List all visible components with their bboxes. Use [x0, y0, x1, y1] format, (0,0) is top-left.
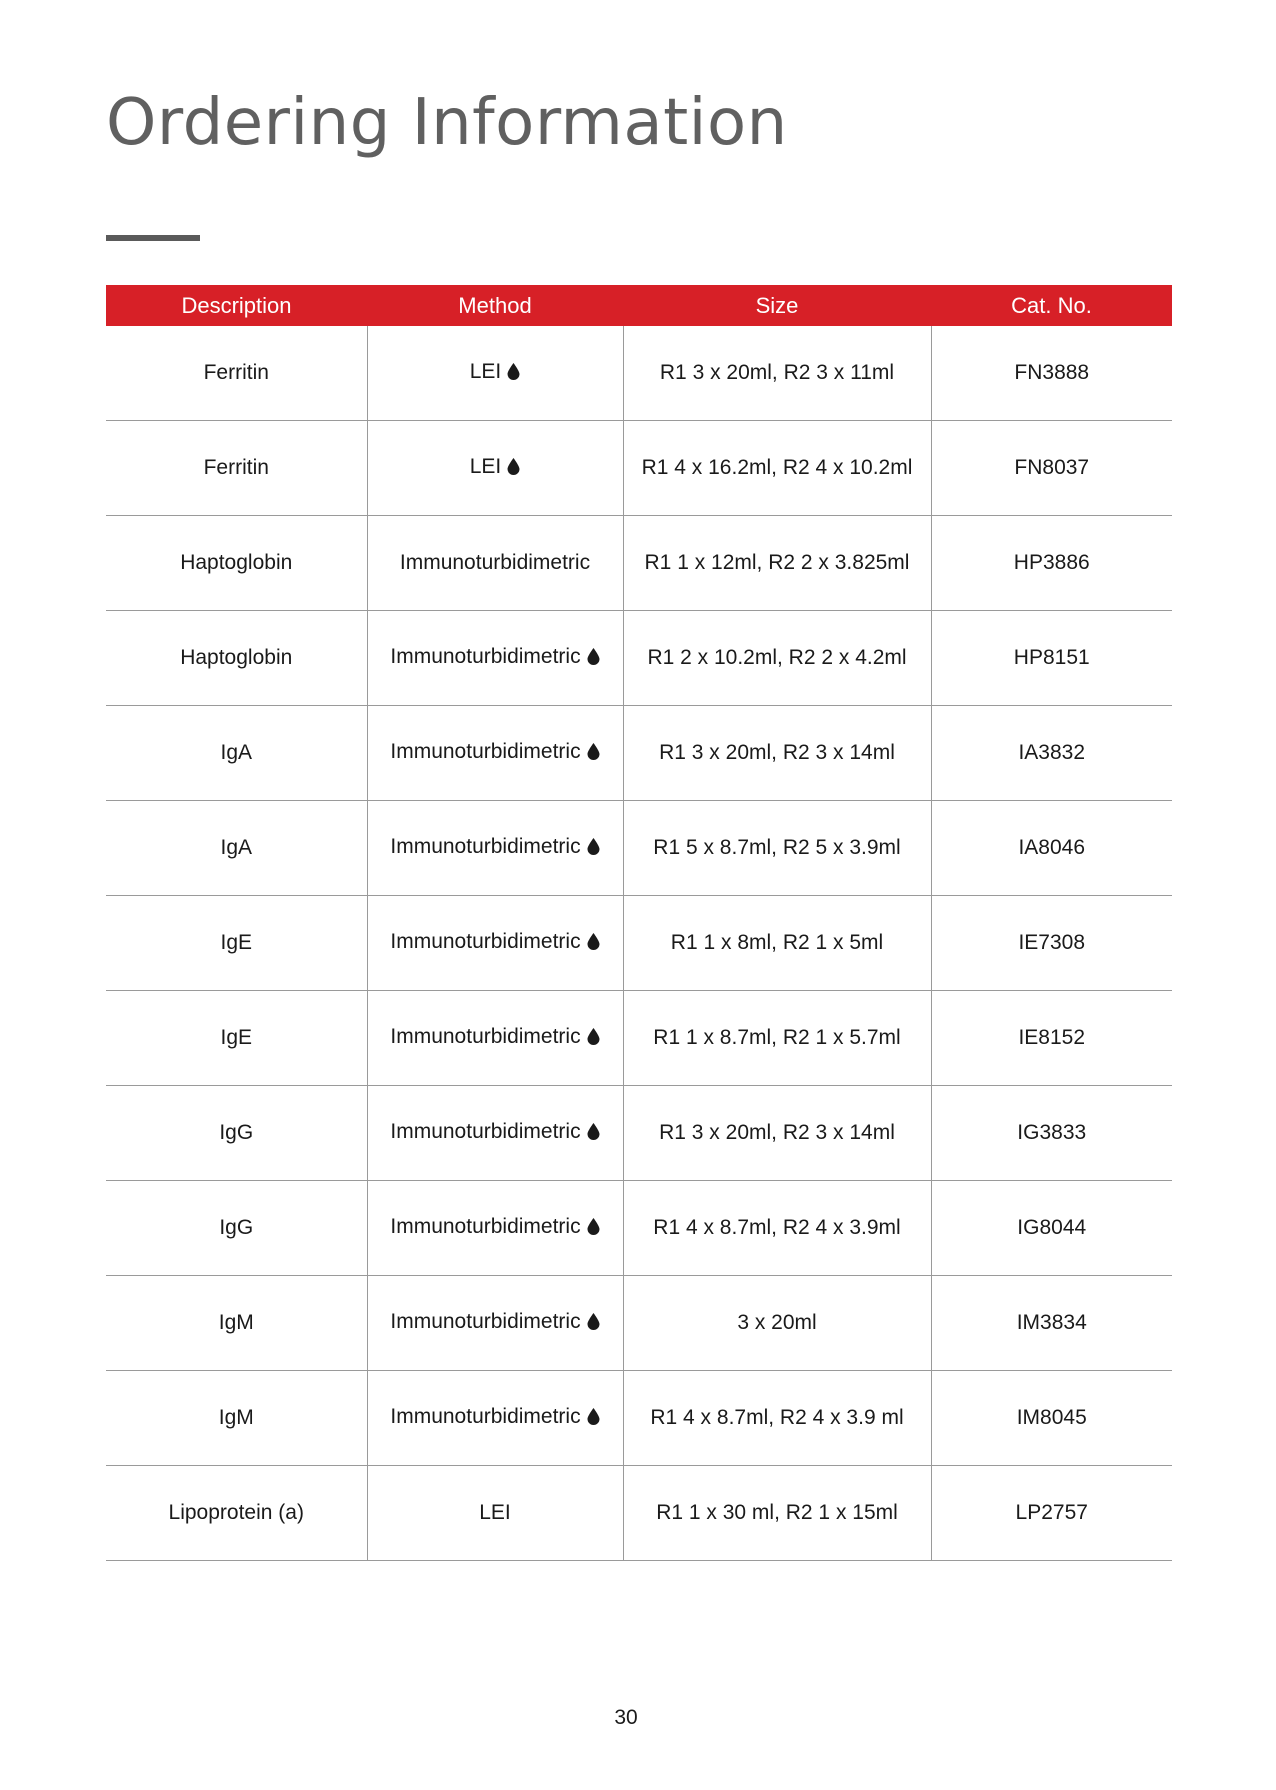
- cell-description: [106, 326, 367, 421]
- size-text: R1 3 x 20ml, R2 3 x 14ml: [659, 1121, 895, 1144]
- drop-icon: [587, 1407, 600, 1431]
- drop-icon: [587, 837, 600, 861]
- drop-icon: [587, 647, 600, 671]
- method-text: LEI: [469, 455, 502, 478]
- method-text: Immunoturbidimetric: [390, 645, 581, 668]
- size-text: R1 4 x 8.7ml, R2 4 x 3.9 ml: [650, 1406, 904, 1429]
- cell-method: [367, 1181, 623, 1276]
- header-method: Method: [367, 285, 623, 326]
- cell-size: [623, 991, 931, 1086]
- cat-no-text: FN8037: [1014, 456, 1090, 479]
- cell-method: [367, 991, 623, 1086]
- description-text: Haptoglobin: [180, 551, 293, 574]
- drop-icon: [507, 362, 520, 386]
- cell-cat-no: [931, 1181, 1172, 1276]
- cat-no-text: IG3833: [1017, 1121, 1087, 1144]
- cell-cat-no: [931, 991, 1172, 1086]
- cat-no-text: IA8046: [1018, 836, 1086, 859]
- table-row: [106, 896, 1172, 991]
- cell-size: [623, 1086, 931, 1181]
- cell-cat-no: [931, 326, 1172, 421]
- cell-description: [106, 1466, 367, 1561]
- cell-size: [623, 421, 931, 516]
- description-text: IgE: [220, 1026, 253, 1049]
- description-text: Lipoprotein (a): [168, 1501, 304, 1524]
- cell-method: [367, 516, 623, 611]
- cat-no-text: IM3834: [1016, 1311, 1087, 1334]
- cat-no-text: IE8152: [1018, 1026, 1086, 1049]
- description-text: Haptoglobin: [180, 646, 293, 669]
- cell-method: [367, 1086, 623, 1181]
- cat-no-text: LP2757: [1015, 1501, 1088, 1524]
- cat-no-text: IA3832: [1018, 741, 1086, 764]
- method-text: Immunoturbidimetric: [390, 835, 581, 858]
- cell-size: [623, 706, 931, 801]
- cell-size: [623, 1276, 931, 1371]
- cell-method: [367, 1466, 623, 1561]
- cell-size: [623, 801, 931, 896]
- size-text: R1 3 x 20ml, R2 3 x 14ml: [659, 741, 895, 764]
- size-text: R1 5 x 8.7ml, R2 5 x 3.9ml: [653, 836, 901, 859]
- cell-size: [623, 896, 931, 991]
- size-text: R1 4 x 8.7ml, R2 4 x 3.9ml: [653, 1216, 901, 1239]
- ordering-table: [106, 285, 1172, 1561]
- cell-method: [367, 421, 623, 516]
- drop-icon: [587, 1027, 600, 1051]
- table-header-row: [106, 285, 1172, 326]
- cell-cat-no: [931, 1371, 1172, 1466]
- description-text: IgM: [218, 1311, 254, 1334]
- cat-no-text: HP3886: [1013, 551, 1090, 574]
- size-text: R1 2 x 10.2ml, R2 2 x 4.2ml: [647, 646, 907, 669]
- size-text: R1 1 x 8ml, R2 1 x 5ml: [670, 931, 884, 954]
- cell-description: [106, 706, 367, 801]
- cat-no-text: IM8045: [1016, 1406, 1087, 1429]
- method-text: LEI: [469, 360, 502, 383]
- cell-cat-no: [931, 706, 1172, 801]
- size-text: R1 4 x 16.2ml, R2 4 x 10.2ml: [641, 456, 913, 479]
- cell-description: [106, 421, 367, 516]
- cell-method: [367, 896, 623, 991]
- description-text: IgA: [220, 741, 253, 764]
- cell-method: [367, 1371, 623, 1466]
- cat-no-text: HP8151: [1013, 646, 1090, 669]
- size-text: R1 1 x 30 ml, R2 1 x 15ml: [656, 1501, 898, 1524]
- cell-cat-no: [931, 1086, 1172, 1181]
- header-cat-no: Cat. No.: [931, 285, 1172, 326]
- drop-icon: [587, 742, 600, 766]
- cell-method: [367, 611, 623, 706]
- title-underline: [106, 235, 200, 241]
- cell-cat-no: [931, 801, 1172, 896]
- description-text: IgG: [219, 1121, 254, 1144]
- cell-cat-no: [931, 1276, 1172, 1371]
- cell-size: [623, 1466, 931, 1561]
- cat-no-text: FN3888: [1014, 361, 1090, 384]
- cell-cat-no: [931, 611, 1172, 706]
- cell-description: [106, 1086, 367, 1181]
- drop-icon: [587, 932, 600, 956]
- table-row: [106, 1371, 1172, 1466]
- cell-description: [106, 1276, 367, 1371]
- cell-method: [367, 706, 623, 801]
- method-text: LEI: [479, 1501, 511, 1524]
- cell-method: [367, 326, 623, 421]
- page-number: 30: [614, 1706, 638, 1729]
- cell-cat-no: [931, 421, 1172, 516]
- description-text: IgA: [220, 836, 253, 859]
- table-row: [106, 801, 1172, 896]
- description-text: IgM: [218, 1406, 254, 1429]
- header-description: Description: [106, 285, 367, 326]
- cell-method: [367, 1276, 623, 1371]
- drop-icon: [587, 1217, 600, 1241]
- cell-description: [106, 896, 367, 991]
- description-text: Ferritin: [203, 456, 269, 479]
- cell-size: [623, 516, 931, 611]
- cell-size: [623, 611, 931, 706]
- cell-description: [106, 611, 367, 706]
- method-text: Immunoturbidimetric: [390, 1310, 581, 1333]
- cell-description: [106, 516, 367, 611]
- size-text: R1 1 x 8.7ml, R2 1 x 5.7ml: [653, 1026, 901, 1049]
- method-text: Immunoturbidimetric: [390, 740, 581, 763]
- cell-method: [367, 801, 623, 896]
- method-text: Immunoturbidimetric: [390, 1215, 581, 1238]
- method-text: Immunoturbidimetric: [390, 930, 581, 953]
- header-size: Size: [623, 285, 931, 326]
- drop-icon: [507, 457, 520, 481]
- cell-size: [623, 1181, 931, 1276]
- cell-size: [623, 326, 931, 421]
- cell-size: [623, 1371, 931, 1466]
- cat-no-text: IG8044: [1017, 1216, 1087, 1239]
- description-text: Ferritin: [203, 361, 269, 384]
- table-row: [106, 1181, 1172, 1276]
- cell-description: [106, 991, 367, 1086]
- cell-description: [106, 801, 367, 896]
- page-title: Ordering Information: [106, 86, 788, 160]
- description-text: IgE: [220, 931, 253, 954]
- table-row: [106, 706, 1172, 801]
- size-text: 3 x 20ml: [737, 1311, 817, 1334]
- drop-icon: [587, 1312, 600, 1336]
- cell-cat-no: [931, 1466, 1172, 1561]
- table-row: [106, 1276, 1172, 1371]
- method-text: Immunoturbidimetric: [390, 1405, 581, 1428]
- method-text: Immunoturbidimetric: [390, 1025, 581, 1048]
- size-text: R1 3 x 20ml, R2 3 x 11ml: [659, 361, 895, 384]
- table-row: [106, 421, 1172, 516]
- table-row: [106, 1466, 1172, 1561]
- method-text: Immunoturbidimetric: [399, 551, 591, 574]
- cell-cat-no: [931, 896, 1172, 991]
- cat-no-text: IE7308: [1018, 931, 1086, 954]
- description-text: IgG: [219, 1216, 254, 1239]
- size-text: R1 1 x 12ml, R2 2 x 3.825ml: [644, 551, 910, 574]
- table-row: [106, 326, 1172, 421]
- table-row: [106, 1086, 1172, 1181]
- table-row: [106, 991, 1172, 1086]
- cell-cat-no: [931, 516, 1172, 611]
- table-row: [106, 611, 1172, 706]
- cell-description: [106, 1181, 367, 1276]
- method-text: Immunoturbidimetric: [390, 1120, 581, 1143]
- drop-icon: [587, 1122, 600, 1146]
- cell-description: [106, 1371, 367, 1466]
- table-row: [106, 516, 1172, 611]
